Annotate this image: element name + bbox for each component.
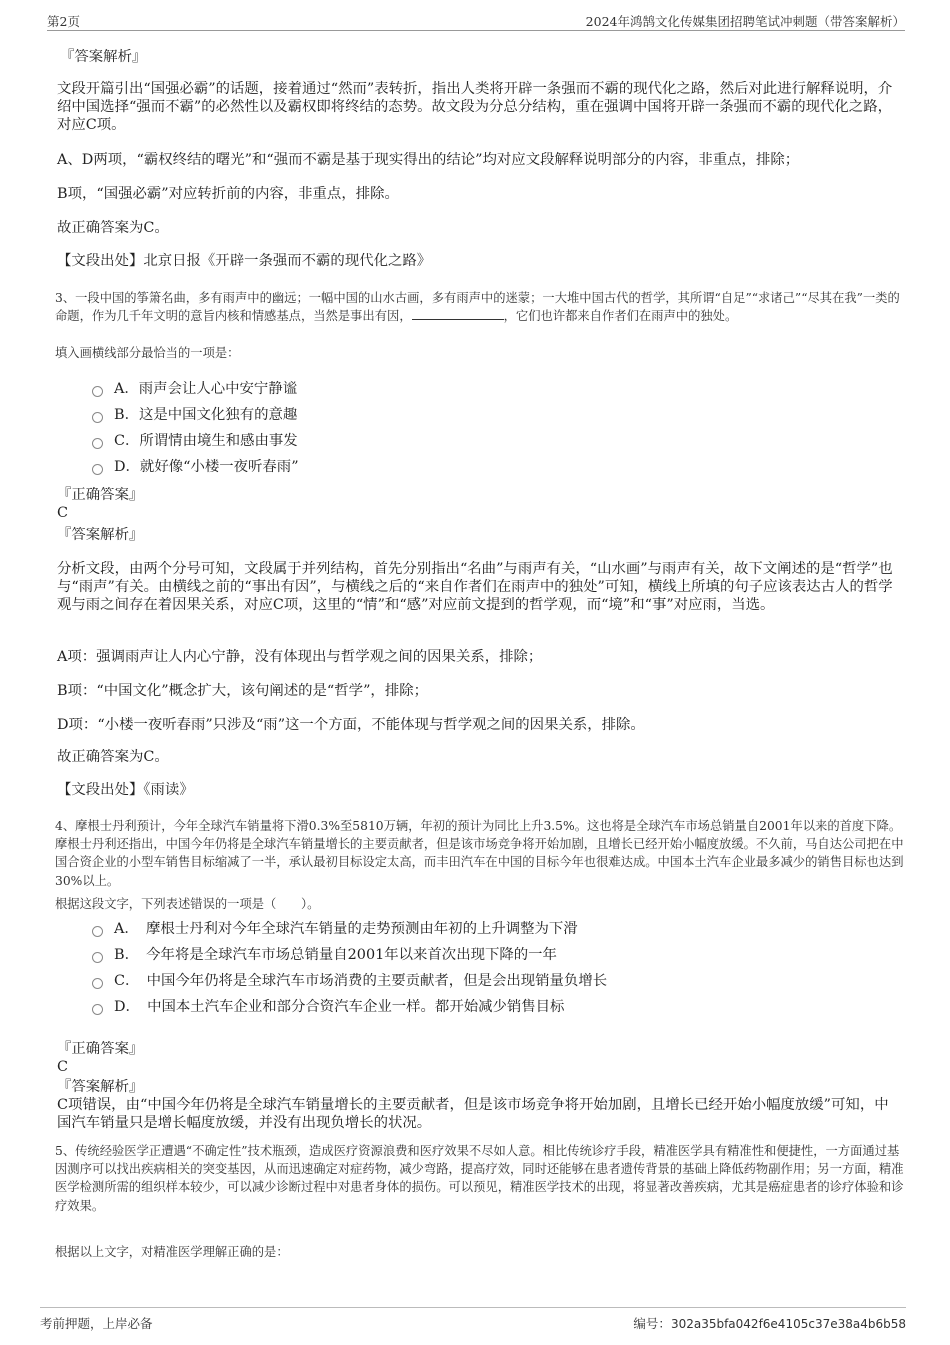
- q4-prompt: 根据这段文字，下列表述错误的一项是（ ）。: [55, 897, 320, 911]
- q3-conclusion: 故正确答案为C。: [57, 749, 169, 765]
- q3-source: 【文段出处】《雨读》: [57, 782, 194, 798]
- q2-source: 【文段出处】北京日报《开辟一条强而不霸的现代化之路》: [57, 253, 432, 269]
- q2-analysis-label: 『答案解析』: [60, 49, 147, 65]
- q3-option-a[interactable]: A．雨声会让人心中安宁静谧: [114, 380, 297, 398]
- q4-option-d[interactable]: D． 中国本土汽车企业和部分合资汽车企业一样。都开始减少销售目标: [114, 998, 564, 1016]
- q3-analysis-p4: D项：“小楼一夜听春雨”只涉及“雨”这一个方面，不能体现与哲学观之间的因果关系，排除。: [57, 717, 645, 733]
- radio-button[interactable]: [92, 438, 103, 449]
- radio-button[interactable]: [92, 1004, 103, 1015]
- radio-button[interactable]: [92, 926, 103, 937]
- radio-button[interactable]: [92, 386, 103, 397]
- q3-stem: 3、一段中国的筝箫名曲，多有雨声中的幽远；一幅中国的山水古画，多有雨声中的迷蒙；一大堆中国古代的哲学，其所谓“自足”“求诸己”“尽其在我”一类的命题，作为几千年文明的意旨内核和情感基点，当然是事出有因， ，它们也许都来自作者们在雨声中的独处。: [55, 291, 900, 324]
- q4-analysis: C项错误，由“中国今年仍将是全球汽车销量增长的主要贡献者，但是该市场竞争将开始加剧，且增长已经开始小幅度放缓”可知，中国汽车销量只是增长幅度放缓，并没有出现负增长的状况。: [57, 1097, 889, 1131]
- q3-option-c[interactable]: C．所谓情由境生和感由事发: [114, 432, 298, 450]
- q3-analysis-p3: B项：“中国文化”概念扩大，该句阐述的是“哲学”，排除；: [57, 683, 428, 699]
- q4-answer: C: [57, 1059, 69, 1075]
- q3-analysis-label: 『答案解析』: [57, 527, 144, 543]
- q3-analysis-p1: 分析文段，由两个分号可知，文段属于并列结构，首先分别指出“名曲”与雨声有关，“山水画”与雨声有关，故下文阐述的是“哲学”也与“雨声”有关。由横线之前的“事出有因”，与横线之后的“来自作者们在雨声中的独处”可知，横线上所填的句子应该表达古人的哲学观与雨之间存在着因果关系，对应C项，这里的“情”和“感”对应前文提到的哲学观，而“境”和“事”对应雨，当选。: [57, 561, 893, 613]
- page-number: 第2页: [47, 14, 80, 29]
- q2-analysis-p2: A、D两项，“霸权终结的曙光”和“强而不霸是基于现实得出的结论”均对应文段解释说明部分的内容，非重点，排除；: [57, 152, 800, 168]
- page-header: [47, 8, 905, 31]
- answer-blank: [412, 307, 504, 320]
- q4-analysis-label: 『答案解析』: [57, 1079, 144, 1095]
- q5-stem: 5、传统经验医学正遭遇“不确定性”技术瓶颈，造成医疗资源浪费和医疗效果不尽如人意。相比传统诊疗手段，精准医学具有精准性和便捷性，一方面通过基因测序可以找出疾病相关的突变基因，从而迅速确定对症药物，减少弯路，提高疗效，同时还能够在患者遗传背景的基础上降低药物副作用；另一方面，精准医学检测所需的组织样本较少，可以减少诊断过程中对患者身体的损伤。可以预见，精准医学技术的出现，将显著改善疾病，尤其是癌症患者的诊疗体验和诊疗效果。: [55, 1144, 904, 1213]
- q4-option-b[interactable]: B． 今年将是全球汽车市场总销量自2001年以来首次出现下降的一年: [114, 946, 557, 964]
- q4-stem: 4、摩根士丹利预计，今年全球汽车销量将下滑0.3%至5810万辆，年初的预计为同比上升3.5%。这也将是全球汽车市场总销量自2001年以来的首度下降。摩根士丹利还指出，中国今年仍将是全球汽车销量增长的主要贡献者，但是该市场竞争将开始加剧，且增长已经开始小幅度放缓。不久前，马自达公司把在中国合资企业的小型车销售目标缩减了一半，承认最初目标设定太高，而丰田汽车在中国的目标今年也很难达成。中国本土汽车企业最多减少的销售目标也达到30%以上。: [55, 819, 904, 888]
- q3-option-b[interactable]: B．这是中国文化独有的意趣: [114, 406, 297, 424]
- document-title: 2024年鸿鹄文化传媒集团招聘笔试冲刺题（带答案解析）: [585, 14, 905, 29]
- q4-option-a[interactable]: A． 摩根士丹利对今年全球汽车销量的走势预测由年初的上升调整为下滑: [114, 920, 578, 938]
- page-footer: [40, 1307, 906, 1332]
- q3-analysis-p2: A项：强调雨声让人内心宁静，没有体现出与哲学观之间的因果关系，排除；: [57, 649, 543, 665]
- footer-slogan: 考前押题，上岸必备: [40, 1316, 153, 1331]
- q3-answer-label: 『正确答案』: [57, 487, 144, 503]
- q2-conclusion: 故正确答案为C。: [57, 220, 169, 236]
- document-code: 编号：302a35bfa042f6e4105c37e38a4b6b58: [633, 1316, 906, 1331]
- q2-analysis-p1: 文段开篇引出“国强必霸”的话题，接着通过“然而”表转折，指出人类将开辟一条强而不霸的现代化之路，然后对此进行解释说明，介绍中国选择“强而不霸”的必然性以及霸权即将终结的态势。故文段为分总分结构，重在强调中国将开辟一条强而不霸的现代化之路，对应C项。: [57, 81, 893, 133]
- q3-prompt: 填入画横线部分最恰当的一项是：: [55, 346, 240, 360]
- q4-option-c[interactable]: C． 中国今年仍将是全球汽车市场消费的主要贡献者，但是会出现销量负增长: [114, 972, 607, 990]
- radio-button[interactable]: [92, 978, 103, 989]
- radio-button[interactable]: [92, 412, 103, 423]
- radio-button[interactable]: [92, 952, 103, 963]
- radio-button[interactable]: [92, 464, 103, 475]
- q3-option-d[interactable]: D．就好像“小楼一夜听春雨”: [114, 458, 299, 476]
- q2-analysis-p3: B项，“国强必霸”对应转折前的内容，非重点，排除。: [57, 186, 399, 202]
- q5-prompt: 根据以上文字，对精准医学理解正确的是：: [55, 1245, 289, 1259]
- q3-answer: C: [57, 505, 69, 521]
- q4-answer-label: 『正确答案』: [57, 1041, 144, 1057]
